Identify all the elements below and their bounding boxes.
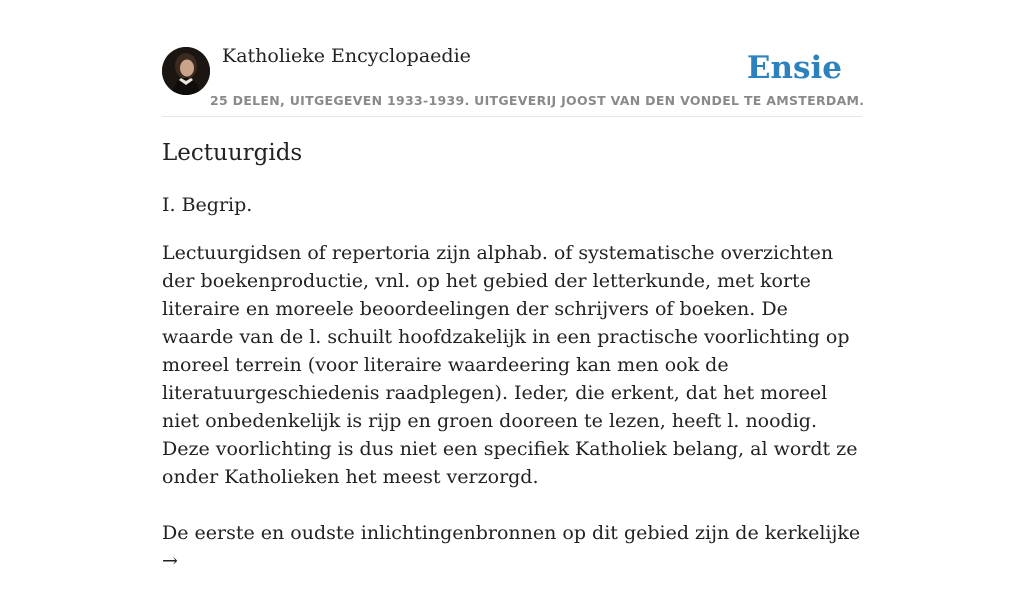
body-paragraph: Lectuurgidsen of repertoria zijn alphab. of systematische overzichten der boekenproductie, vnl. op het gebied der letterkunde, met korte literaire en moreele beoordeelingen der schrijvers of boeken. De waarde van de l. schuilt hoofdzakelijk in een practische voorlichting op moreel terrein (voor literaire waardeering kan men ook de literatuurgeschiedenis raadplegen). Ieder, die erkent, dat het moreel niet onbedenkelijk is rijp en groen dooreen te lezen, heeft l. noodig. Deze voorlichting is dus niet een specifiek Katholiek belang, al wordt ze onder Katholieken het meest verzorgd. [162, 242, 858, 488]
portrait-avatar [162, 47, 210, 95]
article-body [162, 239, 862, 603]
section-heading: I. Begrip. [162, 194, 253, 216]
portrait-icon [162, 47, 210, 95]
article-title: Lectuurgids [162, 140, 303, 166]
site-subtitle: 25 DELEN, UITGEGEVEN 1933-1939. UITGEVERIJ JOOST VAN DEN VONDEL TE AMSTERDAM. [210, 93, 865, 108]
page-header [162, 0, 865, 117]
brand-logo-link[interactable]: Ensie [746, 50, 842, 86]
site-title: Katholieke Encyclopaedie [222, 45, 471, 67]
page-container [162, 0, 865, 572]
body-paragraph: De eerste en oudste inlichtingenbronnen op dit gebied zijn de kerkelijke → [162, 522, 861, 572]
